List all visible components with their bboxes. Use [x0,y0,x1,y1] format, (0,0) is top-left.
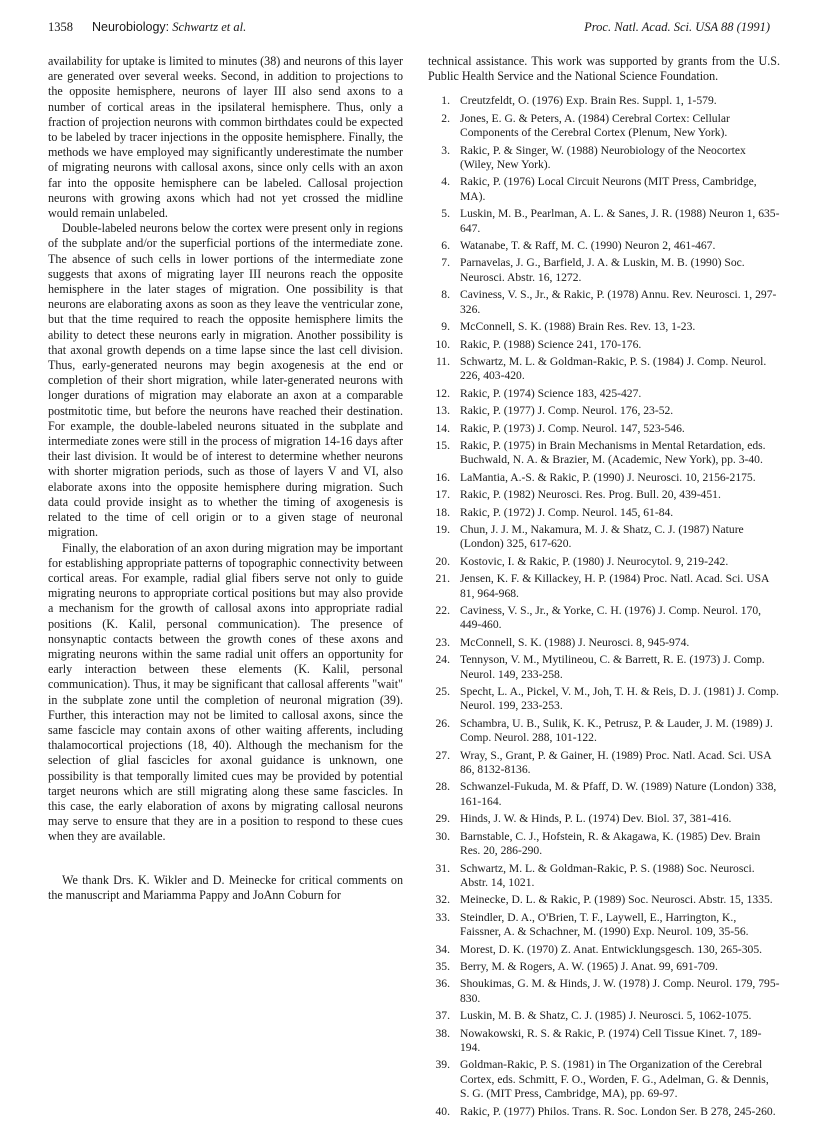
reference-number: 17. [435,488,450,502]
reference-number: 23. [435,635,450,649]
reference-item [428,239,780,253]
reference-number: 28. [435,780,450,794]
reference-item [428,636,780,650]
reference-text: Jones, E. G. & Peters, A. (1984) Cerebral Cortex: Cellular Components of the Cerebral Cortex (Plenum, New York). [460,111,730,140]
reference-item [428,749,780,778]
reference-text: Caviness, V. S., Jr., & Rakic, P. (1978) Annu. Rev. Neurosci. 1, 297-326. [460,288,777,316]
acknowledgment: We thank Drs. K. Wikler and D. Meinecke for critical comments on the manuscript and Mariamma Pappy and JoAnn Coburn for [48,872,403,902]
reference-number: 38. [435,1026,450,1040]
reference-text: Specht, L. A., Pickel, V. M., Joh, T. H. & Reis, D. J. (1981) J. Comp. Neurol. 199, 233-253. [460,685,779,713]
reference-item [428,175,780,204]
reference-number: 1. [441,94,450,108]
reference-item [428,256,780,285]
journal-citation: Proc. Natl. Acad. Sci. USA 88 (1991) [584,20,770,34]
reference-item [428,355,780,384]
reference-list [428,94,780,1119]
reference-item [428,604,780,633]
reference-item [428,911,780,940]
reference-number: 25. [435,685,450,699]
reference-item [428,1105,780,1119]
reference-number: 16. [435,470,450,484]
reference-text: McConnell, S. K. (1988) Brain Res. Rev. 13, 1-23. [460,320,696,334]
reference-item [428,555,780,569]
reference-text: Rakic, P. (1977) J. Comp. Neurol. 176, 23-52. [460,404,674,418]
reference-text: Luskin, M. B., Pearlman, A. L. & Sanes, J. R. (1988) Neuron 1, 635-647. [460,207,780,235]
reference-item [428,960,780,974]
reference-text: LaMantia, A.-S. & Rakic, P. (1990) J. Neurosci. 10, 2156-2175. [460,470,756,484]
reference-number: 4. [441,175,450,189]
reference-number: 9. [441,320,450,334]
reference-item [428,1027,780,1056]
reference-number: 22. [435,604,450,617]
running-header [48,20,770,36]
left-column [48,54,403,903]
acknowledgment-continued: technical assistance. This work was supported by grants from the U.S. Public Health Service and the National Science Foundation. [428,54,780,84]
reference-item [428,506,780,520]
reference-text: Barnstable, C. J., Hofstein, R. & Akagawa, K. (1985) Dev. Brain Res. 20, 286-290. [460,829,761,858]
reference-text: Steindler, D. A., O'Brien, T. F., Laywell, E., Harrington, K., Faissner, A. & Schachner, M. (1990) Exp. Neurol. 109, 35-56. [460,910,749,939]
reference-text: Creutzfeldt, O. (1976) Exp. Brain Res. Suppl. 1, 1-579. [460,94,717,108]
reference-number: 7. [441,256,450,270]
reference-number: 21. [435,572,450,586]
reference-number: 5. [441,207,450,221]
reference-number: 6. [441,239,450,253]
reference-text: Rakic, P. (1977) Philos. Trans. R. Soc. London Ser. B 278, 245-260. [460,1104,776,1118]
running-title [92,20,246,35]
reference-number: 34. [435,942,450,956]
reference-item [428,572,780,601]
reference-number: 33. [435,910,450,924]
reference-item [428,488,780,502]
reference-item [428,653,780,682]
reference-text: Tennyson, V. M., Mytilineou, C. & Barrett, R. E. (1973) J. Comp. Neurol. 149, 233-258. [460,653,765,681]
reference-text: Berry, M. & Rogers, A. W. (1965) J. Anat. 99, 691-709. [460,959,718,973]
reference-item [428,471,780,485]
author-line: Schwartz et al. [172,20,247,34]
reference-item [428,812,780,826]
reference-item [428,943,780,957]
reference-text: Nowakowski, R. S. & Rakic, P. (1974) Cell Tissue Kinet. 7, 189-194. [460,1026,762,1054]
reference-text: Chun, J. J. M., Nakamura, M. J. & Shatz, C. J. (1987) Nature (London) 325, 617-620. [460,522,744,551]
right-column [428,54,780,1122]
body-paragraph: availability for uptake is limited to minutes (38) and neurons of this layer are generated over several weeks. Second, in addition to projections to the opposite hemisphere, neurons of layer III also send axons to a number of cortical areas in the ipsilateral hemisphere. Thus, only a fraction of projection neurons with common birthdates could be expected to be labeled by tracer injections in the opposite hemisphere. Finally, the methods we have employed may significantly underestimate the number of migrating neurons with callosal axons, since only cells with an axon far into the opposite hemisphere can be labeled. Callosal projection neurons with growing axons which had not yet crossed the midline would remain unlabeled. [48,54,403,221]
reference-item [428,1009,780,1023]
reference-text: Rakic, P. (1982) Neurosci. Res. Prog. Bull. 20, 439-451. [460,488,721,502]
reference-item [428,338,780,352]
reference-text: Hinds, J. W. & Hinds, P. L. (1974) Dev. Biol. 37, 381-416. [460,812,732,826]
reference-number: 30. [435,829,450,843]
reference-text: Morest, D. K. (1970) Z. Anat. Entwicklungsgesch. 130, 265-305. [460,942,763,956]
reference-text: Rakic, P. (1976) Local Circuit Neurons (MIT Press, Cambridge, MA). [460,175,757,203]
reference-number: 29. [435,812,450,826]
reference-number: 20. [435,554,450,568]
reference-number: 12. [435,386,450,400]
reference-number: 31. [435,861,450,875]
reference-number: 10. [435,337,450,351]
reference-text: Luskin, M. B. & Shatz, C. J. (1985) J. Neurosci. 5, 1062-1075. [460,1009,752,1023]
reference-text: Rakic, P. (1988) Science 241, 170-176. [460,337,642,351]
reference-text: Rakic, P. & Singer, W. (1988) Neurobiology of the Neocortex (Wiley, New York). [460,143,746,172]
reference-text: Schwartz, M. L. & Goldman-Rakic, P. S. (1984) J. Comp. Neurol. 226, 403-420. [460,354,767,383]
reference-number: 19. [435,522,450,536]
reference-text: Jensen, K. F. & Killackey, H. P. (1984) Proc. Natl. Acad. Sci. USA 81, 964-968. [460,572,769,600]
reference-number: 13. [435,404,450,418]
reference-number: 37. [435,1009,450,1023]
reference-number: 27. [435,748,450,762]
reference-item [428,685,780,714]
reference-text: Rakic, P. (1972) J. Comp. Neurol. 145, 61-84. [460,505,674,519]
reference-text: Schambra, U. B., Sulik, K. K., Petrusz, P. & Lauder, J. M. (1989) J. Comp. Neurol. 288, 101-122. [460,716,773,745]
reference-item [428,717,780,746]
reference-text: Rakic, P. (1975) in Brain Mechanisms in Mental Retardation, eds. Buchwald, N. A. & Brazier, M. (Academic, New York), pp. 3-40. [460,438,766,467]
reference-item [428,893,780,907]
reference-item [428,207,780,236]
reference-item [428,830,780,859]
reference-item [428,404,780,418]
reference-item [428,320,780,334]
reference-item [428,977,780,1006]
reference-number: 2. [441,111,450,125]
page-number: 1358 [48,20,73,34]
reference-number: 26. [435,716,450,730]
reference-item [428,94,780,108]
reference-text: Meinecke, D. L. & Rakic, P. (1989) Soc. Neurosci. Abstr. 15, 1335. [460,893,773,907]
reference-text: Shoukimas, G. M. & Hinds, J. W. (1978) J. Comp. Neurol. 179, 795-830. [460,977,780,1005]
reference-number: 15. [435,438,450,452]
reference-number: 40. [435,1104,450,1118]
reference-text: McConnell, S. K. (1988) J. Neurosci. 8, 945-974. [460,635,690,649]
reference-text: Kostovic, I. & Rakic, P. (1980) J. Neurocytol. 9, 219-242. [460,554,729,568]
reference-text: Caviness, V. S., Jr., & Yorke, C. H. (1976) J. Comp. Neurol. 170, 449-460. [460,604,762,632]
reference-text: Rakic, P. (1973) J. Comp. Neurol. 147, 523-546. [460,421,685,435]
reference-item [428,288,780,317]
reference-item [428,862,780,891]
body-paragraph: Finally, the elaboration of an axon during migration may be important for establishing appropriate patterns of topographic connectivity between cortical areas. For example, radial glial fibers serve not only to guide migrating neurons to appropriate cortical positions but may also provide a mechanism for the growth of callosal axons into appropriate radial positions (K. Kalil, personal communication). The presence of nonsynaptic contacts between the growth cones of these axons and migrating neurons within the same radial unit offers an opportunity for early interaction between these elements (K. Kalil, personal communication). Thus, it may be significant that callosal afferents "wait" in the subplate zone until the completion of neuronal migration (39). Further, this interaction may not be limited to callosal axons, since the same fascicle may contain axons of other waiting afferents, including thalamocortical projections (18, 40). Although the mechanism for the selection of glial fascicles for axonal guidance is unknown, one possibility is that temporally limited cues may be provided by potential target neurons which are still migrating along these same fascicles. In this case, the early elaboration of axons by migrating callosal neurons may serve to ensure that they are in a position to respond to these cues when they are available. [48,540,403,844]
reference-number: 18. [435,505,450,519]
reference-item [428,439,780,468]
body-paragraph: Double-labeled neurons below the cortex were present only in regions of the subplate and/or the superficial portions of the intermediate zone. The absence of such cells in lower portions of the intermediate zone suggests that axons of migrating layer III neurons reach the opposite hemisphere in the later stages of migration. One possibility is that neurons are elaborating axons as soon as they leave the ventricular zone, but that the time required to reach the opposite hemisphere limits the ability to detect these neurons early in migration. Another possibility is that axonal growth depends on a time lapse since the last cell division. Thus, early-generated neurons may begin axogenesis at the end or completion of their short migration, while later-generated neurons with longer durations of migration may elaborate an axon at a comparable postmitotic time, but before the neurons have reached their destination. For example, the double-labeled neurons situated in the subplate and intermediate zones were still in the process of migration 14-16 days after their last division. It would be of interest to determine whether neurons with shorter migration periods, such as those of layers V and VI, also elaborate axons into the opposite hemisphere during migration. Such data could provide insight as to whether the timing of axogenesis is related to the time of cell origin or to a given stage of neuronal migration. [48,221,403,540]
reference-item [428,1058,780,1101]
reference-text: Goldman-Rakic, P. S. (1981) in The Organization of the Cerebral Cortex, eds. Schmitt, F. O., Worden, F. G., Adelman, G. & Dennis, S. G. (MIT Press, Cambridge, MA), pp. 69-97. [460,1058,769,1101]
reference-item [428,112,780,141]
reference-item [428,780,780,809]
reference-number: 11. [435,354,450,368]
reference-number: 39. [435,1058,450,1072]
reference-number: 14. [435,421,450,435]
reference-number: 32. [435,893,450,907]
reference-text: Wray, S., Grant, P. & Gainer, H. (1989) Proc. Natl. Acad. Sci. USA 86, 8132-8136. [460,748,771,777]
reference-item [428,523,780,552]
reference-text: Parnavelas, J. G., Barfield, J. A. & Luskin, M. B. (1990) Soc. Neurosci. Abstr. 16, 1272. [460,256,745,284]
reference-text: Rakic, P. (1974) Science 183, 425-427. [460,386,642,400]
reference-item [428,422,780,436]
section-name: Neurobiology: [92,20,170,34]
reference-number: 35. [435,959,450,973]
reference-text: Watanabe, T. & Raff, M. C. (1990) Neuron 2, 461-467. [460,239,716,253]
reference-item [428,387,780,401]
reference-number: 24. [435,653,450,667]
reference-text: Schwartz, M. L. & Goldman-Rakic, P. S. (1988) Soc. Neurosci. Abstr. 14, 1021. [460,861,755,889]
reference-number: 3. [441,143,450,157]
reference-number: 36. [435,977,450,991]
reference-item [428,144,780,173]
reference-text: Schwanzel-Fukuda, M. & Pfaff, D. W. (1989) Nature (London) 338, 161-164. [460,780,777,808]
reference-number: 8. [441,288,450,302]
